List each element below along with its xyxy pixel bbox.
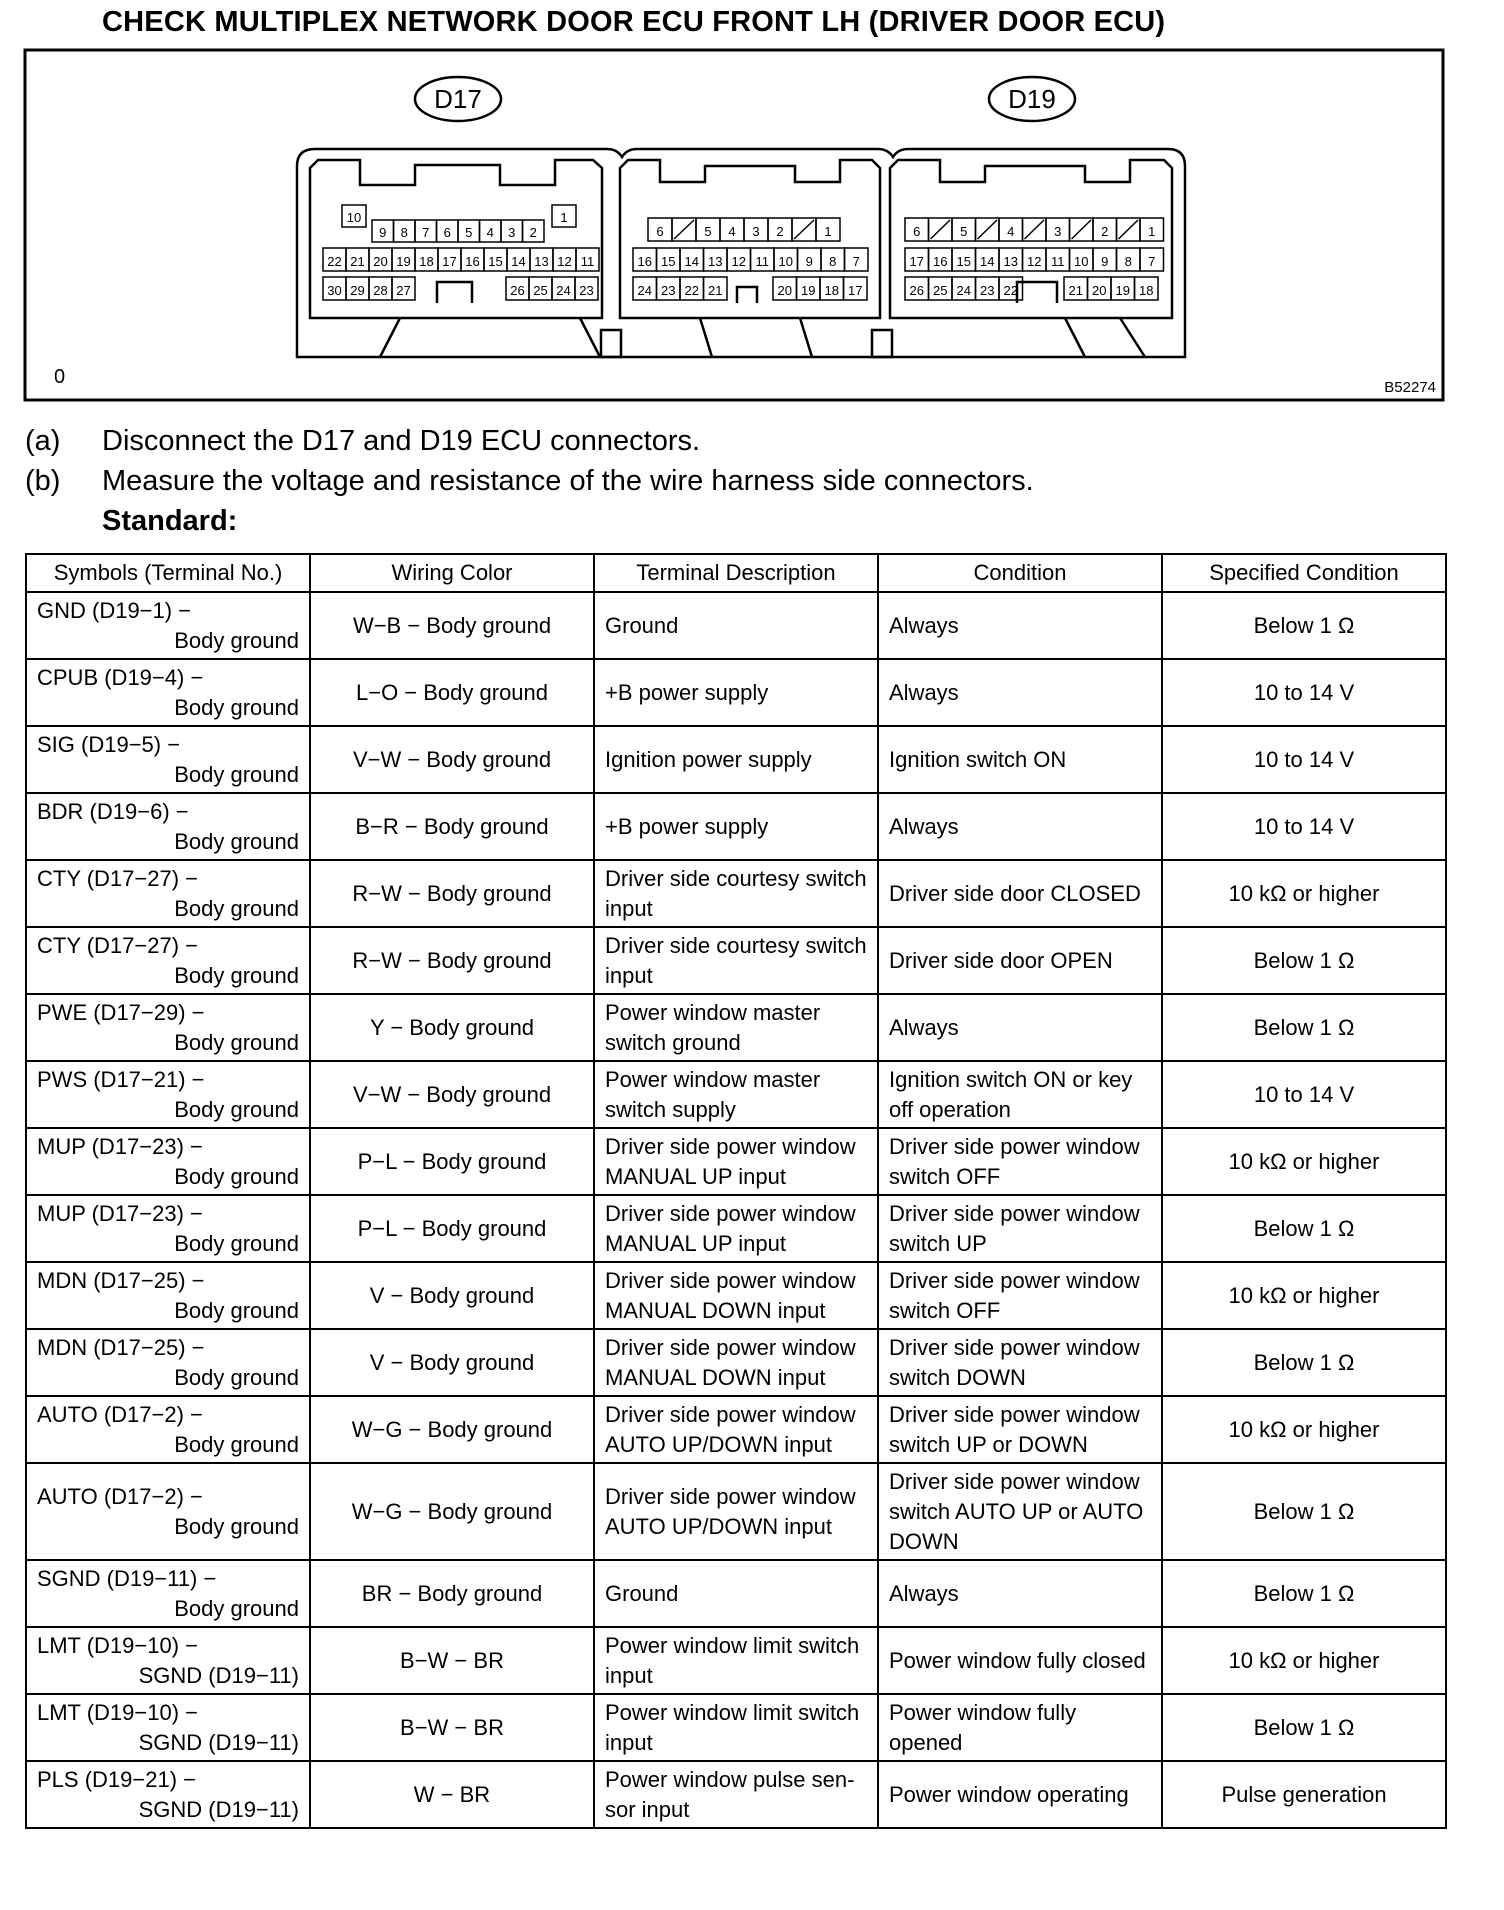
cell-condition: Driver side power window switch AUTO UP or AUTO DOWN <box>878 1463 1162 1560</box>
cell-terminal-description: Driver side courtesy switch input <box>594 860 878 927</box>
symbol-reference: Body ground <box>174 828 299 854</box>
symbol-terminal: PLS (D19−21) − <box>37 1766 196 1792</box>
cell-wiring-color: V−W − Body ground <box>310 1061 594 1128</box>
step-text: Measure the voltage and resistance of the wire harness side connectors. <box>102 465 1034 497</box>
cell-wiring-color: V − Body ground <box>310 1329 594 1396</box>
cell-specified-condition: Pulse generation <box>1162 1761 1446 1828</box>
cell-symbol <box>26 1694 310 1761</box>
symbol-terminal: LMT (D19−10) − <box>37 1632 199 1658</box>
cell-condition: Power window fully closed <box>878 1627 1162 1694</box>
middle-pin: 11 <box>755 254 769 269</box>
cell-specified-condition: 10 to 14 V <box>1162 1061 1446 1128</box>
table-row <box>26 1627 1446 1694</box>
symbol-terminal: CPUB (D19−4) − <box>37 664 204 690</box>
cell-symbol <box>26 1195 310 1262</box>
table-row <box>26 860 1446 927</box>
d19-pin: 5 <box>960 224 968 239</box>
cell-condition: Driver side door OPEN <box>878 927 1162 994</box>
symbol-reference: Body ground <box>174 761 299 787</box>
middle-pin: 10 <box>778 254 793 269</box>
symbol-terminal: GND (D19−1) − <box>37 597 192 623</box>
d17-pin: 14 <box>511 254 526 269</box>
cell-condition: Always <box>878 659 1162 726</box>
symbol-terminal: SIG (D19−5) − <box>37 731 181 757</box>
cell-specified-condition: 10 to 14 V <box>1162 726 1446 793</box>
cell-condition: Driver side door CLOSED <box>878 860 1162 927</box>
symbol-reference: Body ground <box>174 1096 299 1122</box>
cell-condition: Power window operating <box>878 1761 1162 1828</box>
cell-wiring-color: P−L − Body ground <box>310 1195 594 1262</box>
cell-symbol <box>26 1396 310 1463</box>
table-row <box>26 659 1446 726</box>
d19-pin: 19 <box>1115 283 1130 298</box>
symbol-reference: Body ground <box>174 1595 299 1621</box>
table-row <box>26 1396 1446 1463</box>
header-wiring-color: Wiring Color <box>310 554 594 592</box>
d19-pin: 10 <box>1074 254 1089 269</box>
middle-pin: 13 <box>708 254 723 269</box>
d19-pin: 18 <box>1139 283 1154 298</box>
cell-terminal-description: Driver side power window MANUAL UP input <box>594 1195 878 1262</box>
cell-symbol <box>26 994 310 1061</box>
cell-specified-condition: Below 1 Ω <box>1162 592 1446 659</box>
cell-terminal-description: Driver side courtesy switch input <box>594 927 878 994</box>
spec-table <box>25 553 1447 1829</box>
d19-pin: 7 <box>1148 254 1156 269</box>
middle-pin: 15 <box>661 254 676 269</box>
d17-pin: 25 <box>533 283 548 298</box>
header-condition: Condition <box>878 554 1162 592</box>
cell-specified-condition: 10 to 14 V <box>1162 793 1446 860</box>
d19-pin: 8 <box>1124 254 1132 269</box>
d17-pin: 5 <box>465 225 473 240</box>
cell-wiring-color: V − Body ground <box>310 1262 594 1329</box>
cell-specified-condition: Below 1 Ω <box>1162 927 1446 994</box>
symbol-terminal: CTY (D17−27) − <box>37 932 199 958</box>
cell-wiring-color: B−W − BR <box>310 1694 594 1761</box>
d17-pin: 4 <box>486 225 494 240</box>
table-row <box>26 1694 1446 1761</box>
d19-pin: 9 <box>1101 254 1109 269</box>
d17-pin: 2 <box>529 225 537 240</box>
symbol-reference: Body ground <box>174 1513 299 1539</box>
symbol-terminal: MUP (D17−23) − <box>37 1200 203 1226</box>
cell-wiring-color: R−W − Body ground <box>310 927 594 994</box>
cell-specified-condition: 10 to 14 V <box>1162 659 1446 726</box>
symbol-reference: Body ground <box>174 895 299 921</box>
cell-wiring-color: B−R − Body ground <box>310 793 594 860</box>
middle-pin: 9 <box>805 254 813 269</box>
d17-pin: 28 <box>373 283 388 298</box>
blank-cavity-mark <box>1119 220 1139 239</box>
blank-cavity-mark <box>674 220 694 239</box>
symbol-reference: SGND (D19−11) <box>138 1729 299 1755</box>
d19-pin: 20 <box>1092 283 1107 298</box>
blank-cavity-mark <box>794 220 814 239</box>
symbol-reference: Body ground <box>174 1431 299 1457</box>
cell-specified-condition: 10 kΩ or higher <box>1162 1396 1446 1463</box>
cell-symbol <box>26 860 310 927</box>
cell-wiring-color: W−G − Body ground <box>310 1396 594 1463</box>
cell-specified-condition: Below 1 Ω <box>1162 1694 1446 1761</box>
cell-terminal-description: Ignition power supply <box>594 726 878 793</box>
cell-terminal-description: Driver side power window MANUAL DOWN input <box>594 1329 878 1396</box>
step-letter: (b) <box>25 465 61 497</box>
step-a <box>25 425 700 458</box>
table-row <box>26 1463 1446 1560</box>
cell-condition: Always <box>878 1560 1162 1627</box>
d17-pin: 20 <box>373 254 388 269</box>
d17-pin: 21 <box>350 254 365 269</box>
table-row <box>26 726 1446 793</box>
d17-pin: 1 <box>560 210 568 225</box>
cell-terminal-description: +B power supply <box>594 659 878 726</box>
d19-pin: 3 <box>1054 224 1062 239</box>
cell-specified-condition: 10 kΩ or higher <box>1162 1627 1446 1694</box>
symbol-reference: Body ground <box>174 1163 299 1189</box>
middle-pin: 4 <box>728 224 736 239</box>
symbol-terminal: CTY (D17−27) − <box>37 865 199 891</box>
cell-condition: Always <box>878 592 1162 659</box>
d17-pin: 7 <box>422 225 430 240</box>
d17-pin: 22 <box>327 254 342 269</box>
middle-pin: 12 <box>731 254 746 269</box>
cell-terminal-description: Driver side power window MANUAL UP input <box>594 1128 878 1195</box>
figure-id: B52274 <box>1384 379 1436 396</box>
cell-terminal-description: +B power supply <box>594 793 878 860</box>
blank-cavity-mark <box>931 220 951 239</box>
cell-condition: Driver side power window switch OFF <box>878 1262 1162 1329</box>
middle-pin: 17 <box>848 283 863 298</box>
d17-pin: 24 <box>556 283 571 298</box>
d17-pin: 17 <box>442 254 457 269</box>
d19-pin: 24 <box>956 283 971 298</box>
d17-pin: 11 <box>580 254 595 269</box>
table-row <box>26 1195 1446 1262</box>
table-row <box>26 927 1446 994</box>
table-header-row <box>26 554 1446 592</box>
cell-symbol <box>26 1560 310 1627</box>
d19-pin: 15 <box>956 254 971 269</box>
middle-pin: 7 <box>852 254 860 269</box>
cell-symbol <box>26 927 310 994</box>
step-letter: (a) <box>25 425 61 457</box>
cell-symbol <box>26 659 310 726</box>
connector-housing <box>297 149 1185 357</box>
cell-specified-condition: 10 kΩ or higher <box>1162 860 1446 927</box>
cell-condition: Driver side power window switch UP <box>878 1195 1162 1262</box>
cell-terminal-description: Ground <box>594 1560 878 1627</box>
middle-pin: 21 <box>708 283 723 298</box>
table-row <box>26 1560 1446 1627</box>
cell-terminal-description: Power window master switch supply <box>594 1061 878 1128</box>
symbol-terminal: MDN (D17−25) − <box>37 1334 205 1360</box>
d19-pin: 12 <box>1027 254 1042 269</box>
cell-wiring-color: L−O − Body ground <box>310 659 594 726</box>
middle-pin: 24 <box>637 283 652 298</box>
cell-wiring-color: B−W − BR <box>310 1627 594 1694</box>
symbol-reference: Body ground <box>174 627 299 653</box>
middle-pin: 20 <box>777 283 792 298</box>
d19-pin: 14 <box>980 254 995 269</box>
cell-specified-condition: Below 1 Ω <box>1162 1560 1446 1627</box>
cell-wiring-color: W−G − Body ground <box>310 1463 594 1560</box>
blank-cavity-mark <box>1025 220 1045 239</box>
symbol-terminal: AUTO (D17−2) − <box>37 1483 203 1509</box>
middle-pin: 22 <box>684 283 699 298</box>
table-row <box>26 994 1446 1061</box>
middle-pin: 3 <box>752 224 760 239</box>
d19-pin: 21 <box>1068 283 1083 298</box>
cell-wiring-color: W−B − Body ground <box>310 592 594 659</box>
cell-terminal-description: Power window limit switch input <box>594 1694 878 1761</box>
step-b <box>25 465 1034 498</box>
symbol-terminal: BDR (D19−6) − <box>37 798 189 824</box>
symbol-reference: Body ground <box>174 1029 299 1055</box>
cell-terminal-description: Power window master switch ground <box>594 994 878 1061</box>
d19-pin: 1 <box>1148 224 1156 239</box>
blank-cavity-mark <box>978 220 998 239</box>
header-terminal-description: Terminal Description <box>594 554 878 592</box>
d19-pin: 25 <box>933 283 948 298</box>
d19-label: D19 <box>1008 84 1056 114</box>
blank-cavity-mark <box>1072 220 1092 239</box>
cell-terminal-description: Power window limit switch input <box>594 1627 878 1694</box>
symbol-terminal: AUTO (D17−2) − <box>37 1401 203 1427</box>
cell-terminal-description: Driver side power window AUTO UP/DOWN input <box>594 1396 878 1463</box>
cell-condition: Always <box>878 793 1162 860</box>
d17-pin: 3 <box>508 225 516 240</box>
table-row <box>26 592 1446 659</box>
d19-pin: 13 <box>1003 254 1018 269</box>
cell-condition: Always <box>878 994 1162 1061</box>
symbol-terminal: PWE (D17−29) − <box>37 999 205 1025</box>
table-row <box>26 1329 1446 1396</box>
cell-condition: Driver side power window switch OFF <box>878 1128 1162 1195</box>
standard-label: Standard: <box>102 505 238 537</box>
d19-pin: 17 <box>909 254 924 269</box>
cell-wiring-color: Y − Body ground <box>310 994 594 1061</box>
d17-label: D17 <box>434 84 482 114</box>
d17-pin: 8 <box>400 225 408 240</box>
cell-symbol <box>26 1128 310 1195</box>
cell-symbol <box>26 1463 310 1560</box>
cell-condition: Driver side power window switch UP or DOWN <box>878 1396 1162 1463</box>
d17-pin: 23 <box>579 283 594 298</box>
cell-terminal-description: Driver side power window AUTO UP/DOWN input <box>594 1463 878 1560</box>
corner-mark: 0 <box>54 366 66 388</box>
d19-pin: 2 <box>1101 224 1109 239</box>
symbol-reference: Body ground <box>174 1230 299 1256</box>
middle-pin: 19 <box>801 283 816 298</box>
table-row <box>26 793 1446 860</box>
cell-specified-condition: Below 1 Ω <box>1162 994 1446 1061</box>
cell-terminal-description: Ground <box>594 592 878 659</box>
cell-condition: Ignition switch ON <box>878 726 1162 793</box>
header-symbols: Symbols (Terminal No.) <box>26 554 310 592</box>
symbol-terminal: MDN (D17−25) − <box>37 1267 205 1293</box>
cell-wiring-color: V−W − Body ground <box>310 726 594 793</box>
symbol-terminal: SGND (D19−11) − <box>37 1565 217 1591</box>
cell-symbol <box>26 726 310 793</box>
d17-pin: 10 <box>346 210 362 225</box>
symbol-reference: Body ground <box>174 694 299 720</box>
cell-wiring-color: R−W − Body ground <box>310 860 594 927</box>
d17-pin: 15 <box>488 254 503 269</box>
middle-pin: 5 <box>704 224 712 239</box>
d19-pin: 23 <box>980 283 995 298</box>
table-row <box>26 1262 1446 1329</box>
cell-wiring-color: W − BR <box>310 1761 594 1828</box>
d17-pin: 9 <box>379 225 387 240</box>
cell-specified-condition: Below 1 Ω <box>1162 1195 1446 1262</box>
middle-pin: 18 <box>824 283 839 298</box>
d19-pin: 16 <box>933 254 948 269</box>
cell-specified-condition: 10 kΩ or higher <box>1162 1128 1446 1195</box>
cell-terminal-description: Driver side power window MANUAL DOWN input <box>594 1262 878 1329</box>
middle-pin: 6 <box>656 224 664 239</box>
d17-pin: 13 <box>534 254 549 269</box>
cell-specified-condition: Below 1 Ω <box>1162 1463 1446 1560</box>
header-specified-condition: Specified Condition <box>1162 554 1446 592</box>
d17-pin: 27 <box>396 283 411 298</box>
cell-condition: Driver side power window switch DOWN <box>878 1329 1162 1396</box>
d17-pin: 30 <box>327 283 342 298</box>
d19-pin: 4 <box>1007 224 1015 239</box>
d17-pin: 16 <box>465 254 480 269</box>
d17-pin: 26 <box>510 283 525 298</box>
d17-pin: 6 <box>443 225 451 240</box>
cell-symbol <box>26 1262 310 1329</box>
table-row <box>26 1061 1446 1128</box>
cell-symbol <box>26 1627 310 1694</box>
d19-pin: 22 <box>1003 283 1018 298</box>
cell-condition: Power window fully opened <box>878 1694 1162 1761</box>
middle-pin: 14 <box>684 254 699 269</box>
symbol-terminal: LMT (D19−10) − <box>37 1699 199 1725</box>
symbol-terminal: MUP (D17−23) − <box>37 1133 203 1159</box>
middle-pin: 1 <box>824 224 832 239</box>
cell-wiring-color: BR − Body ground <box>310 1560 594 1627</box>
d17-pin: 18 <box>419 254 434 269</box>
d19-pin: 11 <box>1051 254 1065 269</box>
middle-pin: 8 <box>829 254 837 269</box>
cell-symbol <box>26 1761 310 1828</box>
symbol-reference: SGND (D19−11) <box>138 1662 299 1688</box>
middle-pin: 2 <box>776 224 784 239</box>
d19-pin: 26 <box>909 283 924 298</box>
cell-symbol <box>26 1061 310 1128</box>
connector-diagram <box>0 0 1504 410</box>
cell-symbol <box>26 592 310 659</box>
cell-symbol <box>26 1329 310 1396</box>
cell-symbol <box>26 793 310 860</box>
cell-terminal-description: Power window pulse sen- sor input <box>594 1761 878 1828</box>
step-text: Disconnect the D17 and D19 ECU connectors. <box>102 425 701 457</box>
cell-wiring-color: P−L − Body ground <box>310 1128 594 1195</box>
table-row <box>26 1128 1446 1195</box>
symbol-reference: Body ground <box>174 1364 299 1390</box>
symbol-reference: Body ground <box>174 962 299 988</box>
cell-specified-condition: 10 kΩ or higher <box>1162 1262 1446 1329</box>
symbol-reference: Body ground <box>174 1297 299 1323</box>
middle-pin: 16 <box>637 254 652 269</box>
d19-pin: 6 <box>913 224 921 239</box>
cell-specified-condition: Below 1 Ω <box>1162 1329 1446 1396</box>
d17-pin: 12 <box>557 254 572 269</box>
d17-pin: 29 <box>350 283 365 298</box>
symbol-terminal: PWS (D17−21) − <box>37 1066 205 1092</box>
page-title: CHECK MULTIPLEX NETWORK DOOR ECU FRONT LH (DRIVER DOOR ECU) <box>102 6 1166 38</box>
symbol-reference: SGND (D19−11) <box>138 1796 299 1822</box>
cell-condition: Ignition switch ON or key off operation <box>878 1061 1162 1128</box>
middle-pin: 23 <box>661 283 676 298</box>
d17-pin: 19 <box>396 254 411 269</box>
table-row <box>26 1761 1446 1828</box>
